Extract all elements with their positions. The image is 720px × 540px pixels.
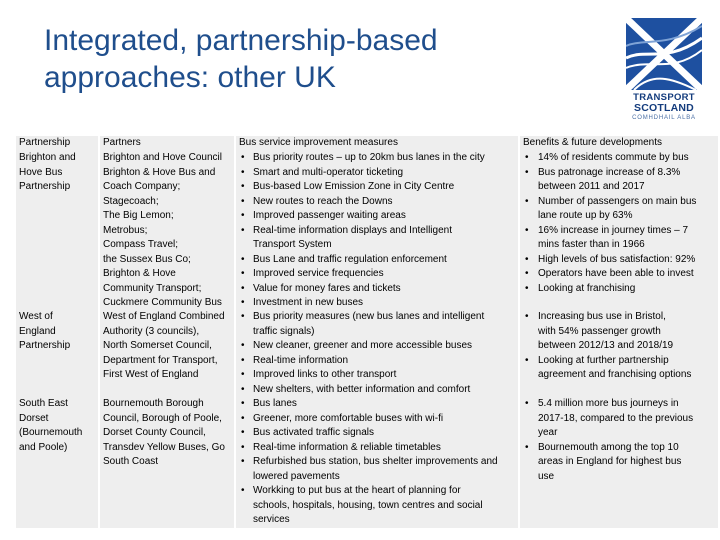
item-line: between 2011 and 2017: [538, 181, 645, 192]
list-item: [239, 484, 518, 528]
cell-line: Council, Borough of Poole,: [103, 412, 222, 424]
list-item: [239, 224, 518, 253]
cell-line: Partnership: [19, 340, 71, 351]
item-line: traffic signals): [253, 325, 315, 337]
item-line: • Increasing bus use in Bristol,: [538, 311, 666, 322]
title-line-1: Integrated, partnership-based: [44, 24, 438, 57]
item-line: • Real-time information displays and Intelligent: [253, 224, 452, 236]
item-line: • Real-time information & reliable timetables: [253, 441, 441, 453]
list-item: [239, 151, 518, 166]
partnership-table: [16, 136, 718, 528]
partners-cell-west-england: [100, 310, 234, 383]
item-line: • Value for money fares and tickets: [253, 282, 401, 294]
item-line: schools, hospitals, housing, town centres and social: [253, 499, 483, 511]
item-line: • 5.4 million more bus journeys in: [538, 398, 679, 409]
benefits-list-brighton: [520, 151, 718, 296]
list-item: [523, 397, 718, 441]
cell-line: Bournemouth Borough: [103, 398, 204, 409]
cell-line: Compass Travel;: [103, 239, 179, 250]
benefits-header: Benefits & future developments: [523, 137, 662, 148]
list-item: [239, 383, 518, 398]
transport-scotland-logo: [626, 18, 702, 126]
cell-line: North Somerset Council,: [103, 340, 212, 351]
cell-line: (Bournemouth: [19, 427, 83, 438]
item-line: • New routes to reach the Downs: [253, 195, 393, 207]
measures-list-south-east-dorset: [236, 397, 518, 528]
item-line: services: [253, 514, 290, 525]
item-line: • Investment in new buses: [253, 297, 364, 308]
item-line: • Improved links to other transport: [253, 369, 397, 380]
list-item: [523, 224, 718, 253]
list-item: [239, 296, 518, 311]
cell-line: Brighton and: [19, 152, 76, 163]
item-line: • Bournemouth among the top 10: [538, 441, 679, 453]
logo-gaelic-text: COMHDHAIL ALBA: [632, 115, 696, 121]
partnership-column: [16, 136, 98, 528]
cell-line: The Big Lemon;: [103, 210, 174, 221]
list-item: [239, 412, 518, 427]
list-item: [239, 180, 518, 195]
item-line: • Bus activated traffic signals: [253, 427, 374, 438]
logo-scotland-text: SCOTLAND: [634, 102, 694, 114]
measures-list-west-england: [236, 310, 518, 397]
slide-title: [44, 22, 604, 96]
item-line: • Bus lanes: [253, 398, 297, 409]
benefits-list-south-east-dorset: [520, 397, 718, 484]
item-line: 2017-18, compared to the previous: [538, 412, 694, 424]
item-line: • Bus priority measures (new bus lanes and intelligent: [253, 311, 485, 322]
list-item: [239, 209, 518, 224]
list-item: [239, 397, 518, 412]
list-item: [523, 310, 718, 354]
item-line: • Looking at further partnership: [538, 354, 669, 366]
cell-line: Metrobus;: [103, 224, 148, 236]
cell-line: Stagecoach;: [103, 195, 159, 207]
list-item: [239, 310, 518, 339]
cell-line: and Poole): [19, 441, 68, 453]
item-line: mins faster than in 1966: [538, 239, 645, 250]
cell-line: Brighton and Hove Council: [103, 152, 222, 163]
list-item: [523, 267, 718, 282]
item-line: lowered pavements: [253, 470, 340, 482]
partnership-header: Partnership: [19, 137, 71, 148]
partnership-cell-west-england: [16, 310, 98, 354]
partners-header: Partners: [103, 137, 141, 148]
list-item: [239, 253, 518, 268]
item-line: • Smart and multi-operator ticketing: [253, 166, 404, 178]
item-line: between 2012/13 and 2018/19: [538, 340, 674, 351]
item-line: • Real-time information: [253, 354, 349, 366]
item-line: • Workking to put bus at the heart of planning for: [253, 485, 461, 496]
list-item: [523, 253, 718, 268]
cell-line: South East: [19, 398, 68, 409]
item-line: agreement and franchising options: [538, 369, 692, 380]
item-line: • High levels of bus satisfaction: 92%: [538, 253, 696, 265]
item-line: • New shelters, with better information and comfort: [253, 383, 471, 395]
cell-line: Dorset: [19, 412, 49, 424]
measures-list-brighton: [236, 151, 518, 311]
cell-line: West of England Combined: [103, 311, 225, 322]
item-line: • Number of passengers on main bus: [538, 195, 697, 207]
logo-transport-text: TRANSPORT: [633, 92, 695, 103]
cell-line: Cuckmere Community Bus: [103, 297, 222, 308]
measures-header: Bus service improvement measures: [239, 137, 398, 148]
item-line: • Bus Lane and traffic regulation enforcement: [253, 253, 447, 265]
item-line: • Looking at franchising: [538, 282, 636, 294]
item-line: Transport System: [253, 239, 332, 250]
item-line: • Bus priority routes – up to 20km bus lanes in the city: [253, 152, 485, 163]
list-item: [239, 267, 518, 282]
item-line: • Operators have been able to invest: [538, 268, 694, 279]
cell-line: Authority (3 councils),: [103, 325, 200, 337]
item-line: with 54% passenger growth: [538, 325, 661, 337]
cell-line: Transdev Yellow Buses, Go: [103, 441, 225, 453]
cell-line: Partnership: [19, 181, 71, 192]
measures-column: [236, 136, 518, 528]
partners-cell-south-east-dorset: [100, 397, 234, 470]
partnership-cell-south-east-dorset: [16, 397, 98, 455]
list-item: [239, 455, 518, 484]
list-item: [523, 441, 718, 485]
cell-line: Department for Transport,: [103, 354, 218, 366]
cell-line: Community Transport;: [103, 282, 202, 294]
list-item: [523, 166, 718, 195]
list-item: [239, 426, 518, 441]
list-item: [239, 282, 518, 297]
item-line: • 14% of residents commute by bus: [538, 152, 689, 163]
item-line: lane route up by 63%: [538, 210, 633, 221]
cell-line: South Coast: [103, 456, 159, 467]
cell-line: Hove Bus: [19, 166, 63, 178]
benefits-column: [520, 136, 718, 528]
list-item: [523, 354, 718, 383]
benefits-list-west-england: [520, 310, 718, 383]
item-line: • Bus patronage increase of 8.3%: [538, 166, 681, 178]
item-line: use: [538, 470, 555, 482]
partnership-cell-brighton: [16, 151, 98, 195]
item-line: • Greener, more comfortable buses with wi-fi: [253, 412, 444, 424]
cell-line: Dorset County Council,: [103, 427, 206, 438]
cell-line: Brighton & Hove Bus and: [103, 166, 216, 178]
cell-line: the Sussex Bus Co;: [103, 253, 191, 265]
cell-line: Coach Company;: [103, 181, 181, 192]
list-item: [239, 368, 518, 383]
item-line: • Refurbished bus station, bus shelter improvements and: [253, 456, 498, 467]
item-line: • Bus-based Low Emission Zone in City Centre: [253, 181, 455, 192]
partners-cell-brighton: [100, 151, 234, 311]
list-item: [523, 195, 718, 224]
list-item: [239, 195, 518, 210]
list-item: [239, 354, 518, 369]
title-line-2: approaches: other UK: [44, 61, 336, 94]
partners-column: [100, 136, 234, 528]
item-line: areas in England for highest bus: [538, 456, 682, 467]
item-line: • Improved passenger waiting areas: [253, 210, 406, 221]
list-item: [239, 339, 518, 354]
item-line: • New cleaner, greener and more accessible buses: [253, 340, 473, 351]
cell-line: First West of England: [103, 369, 199, 380]
transport-scotland-emblem-icon: [626, 18, 702, 90]
item-line: • Improved service frequencies: [253, 268, 384, 279]
cell-line: Brighton & Hove: [103, 268, 176, 279]
list-item: [239, 441, 518, 456]
list-item: [523, 151, 718, 166]
item-line: year: [538, 427, 558, 438]
list-item: [523, 282, 718, 297]
cell-line: West of: [19, 311, 53, 322]
cell-line: England: [19, 325, 56, 337]
item-line: • 16% increase in journey times – 7: [538, 224, 689, 236]
list-item: [239, 166, 518, 181]
